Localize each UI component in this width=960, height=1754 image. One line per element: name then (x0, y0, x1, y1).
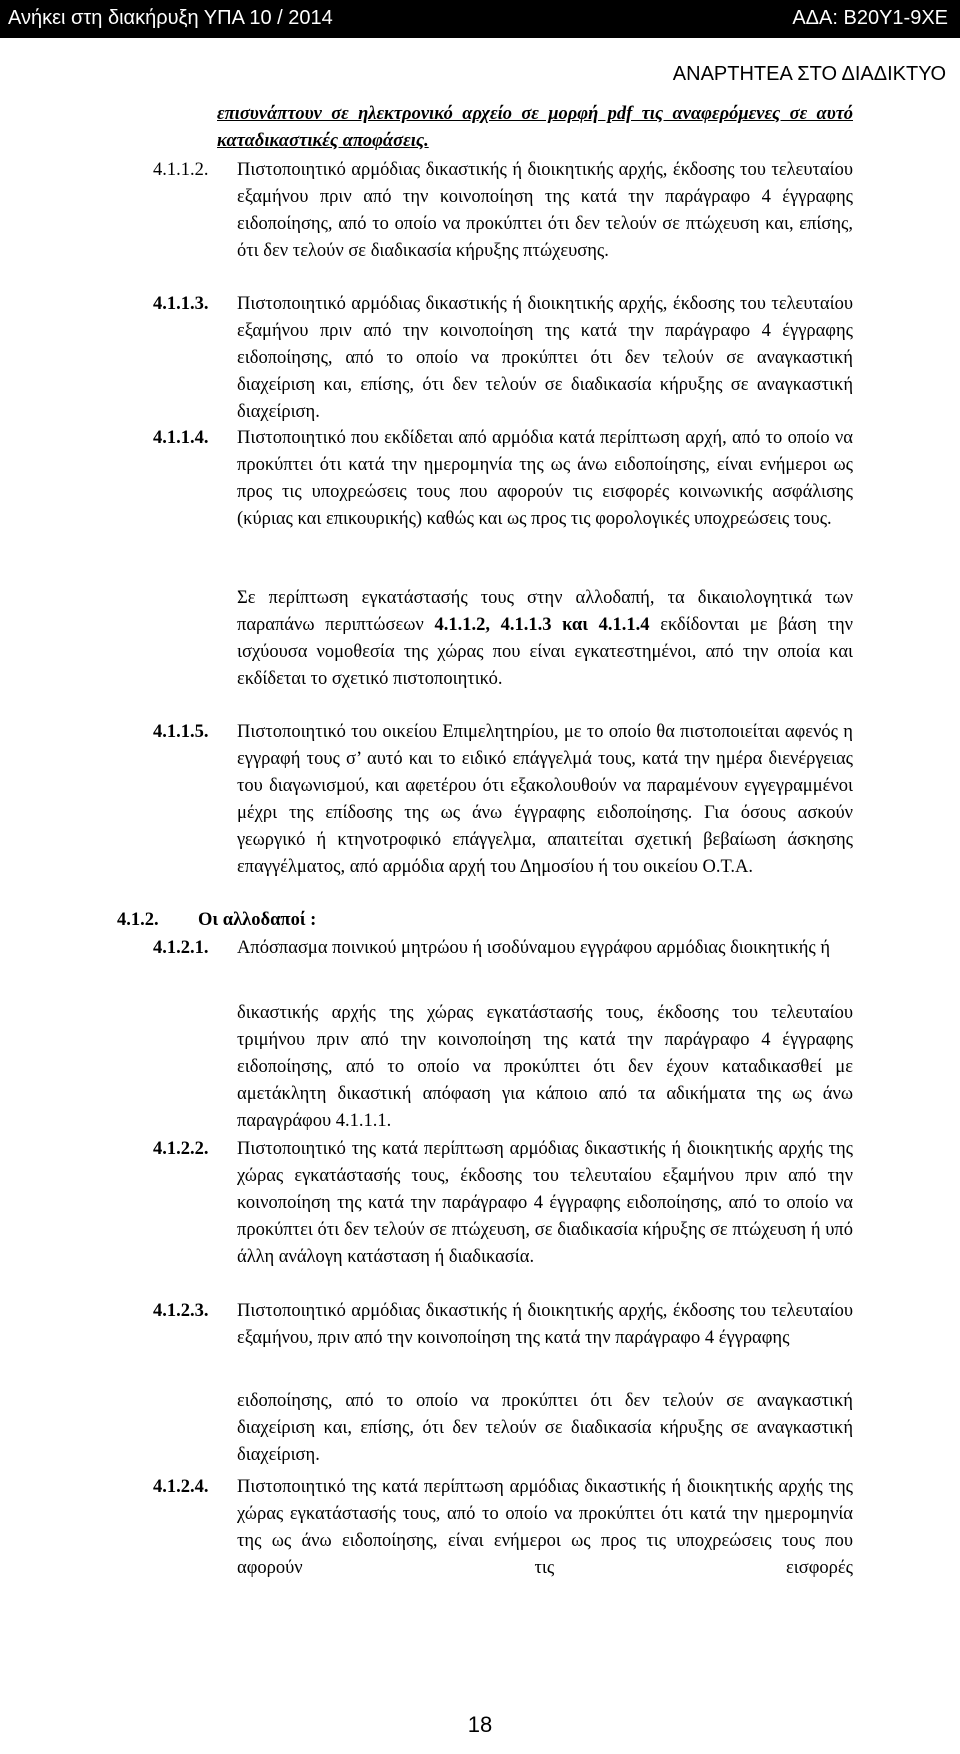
item-text: Πιστοποιητικό αρμόδιας δικαστικής ή διοικητικής αρχής, έκδοσης του τελευταίου εξαμήνου πριν από την κοινοποίηση της κατά την παράγραφο 4 έγγραφης ειδοποίησης, από το οποίο να προκύπτει ότι δεν τελούν σε πτώχευση και, επίσης, ότι δεν τελούν σε διαδικασία κήρυξης πτώχευσης. (237, 160, 853, 261)
header-left-text: Ανήκει στη διακήρυξη ΥΠΑ 10 / 2014 (8, 7, 333, 29)
item-text: Πιστοποιητικό αρμόδιας δικαστικής ή διοικητικής αρχής, έκδοσης του τελευταίου εξαμήνου πριν από την κοινοποίηση της κατά την παράγραφο 4 έγγραφης ειδοποίησης, από το οποίο να προκύπτει ότι δεν τελούν σε αναγκαστική διαχείριση και, επίσης, ότι δεν τελούν σε διαδικασία κήρυξης σε αναγκαστική διαχείριση. (237, 294, 853, 422)
section-title: Οι αλλοδαποί : (198, 910, 317, 930)
item-number: 4.1.1.2. (153, 160, 209, 180)
item-text: Πιστοποιητικό της κατά περίπτωση αρμόδιας δικαστικής ή διοικητικής αρχής της χώρας εγκατάστασής τους, από το οποίο να προκύπτει ότι κατά την ημερομηνία της ως άνω ειδοποίησης, είναι ενήμεροι ως προς τις υποχρεώσεις τους που αφορούν τις εισφορές (237, 1477, 853, 1578)
document-header-bar (0, 0, 960, 38)
item-number: 4.1.1.5. (153, 722, 209, 742)
section-number: 4.1.2. (117, 910, 159, 930)
item-text: Πιστοποιητικό που εκδίδεται από αρμόδια κατά περίπτωση αρχή, από το οποίο να προκύπτει ότι κατά την ημερομηνία της ως άνω ειδοποίησης, είναι ενήμεροι ως προς τις υποχρεώσεις τους που αφορούν τις εισφορές κοινωνικής ασφάλισης (κύριας και επικουρικής) καθώς και ως προς τις φορολογικές υποχρεώσεις τους. (237, 428, 853, 529)
item-text-continued: δικαστικής αρχής της χώρας εγκατάστασής τους, έκδοσης του τελευταίου τριμήνου πριν από την κοινοποίηση της κατά την παράγραφο 4 έγγραφης ειδοποίησης, από το οποίο να προκύπτει ότι δεν έχουν καταδικασθεί με αμετάκλητη δικαστική απόφαση για κάποιο από τα αδικήματα της ως άνω παραγράφου 4.1.1.1. (237, 1003, 853, 1131)
header-ada-code: ΑΔΑ: Β20Υ1-9ΧΕ (792, 7, 948, 29)
item-number: 4.1.2.1. (153, 938, 209, 958)
item-number: 4.1.1.3. (153, 294, 209, 314)
item-number: 4.1.1.4. (153, 428, 209, 448)
page-number: 18 (467, 1712, 493, 1737)
item-text: Πιστοποιητικό του οικείου Επιμελητηρίου, με το οποίο θα πιστοποιείται αφενός η εγγραφή τους σ’ αυτό και το ειδικό επάγγελμά τους, κατά την ημέρα διενέργειας του διαγωνισμού, και αφετέρου ότι εξακολουθούν να παραμένουν εγγεγραμμένοι μέχρι της επίδοσης της ως άνω έγγραφης ειδοποίησης. Για όσους ασκούν γεωργικό ή κτηνοτροφικό επάγγελμα, απαιτείται σχετική βεβαίωση άσκησης επαγγέλματος, από αρμόδια αρχή του Δημοσίου ή του οικείου Ο.Τ.Α. (237, 722, 853, 877)
header-publish-notice: ΑΝΑΡΤΗΤΕΑ ΣΤΟ ΔΙΑΔΙΚΤΥΟ (672, 63, 946, 85)
item-text: Πιστοποιητικό της κατά περίπτωση αρμόδιας δικαστικής ή διοικητικής αρχής της χώρας εγκατάστασής τους, έκδοσης του τελευταίου εξαμήνου πριν από την κοινοποίηση της κατά την παράγραφο 4 έγγραφης ειδοποίησης, από το οποίο να προκύπτει ότι δεν τελούν σε πτώχευση, σε διαδικασία κήρυξης σε πτώχευση ή υπό άλλη ανάλογη κατάσταση ή διαδικασία. (237, 1139, 853, 1267)
item-number: 4.1.2.2. (153, 1139, 209, 1159)
item-number: 4.1.2.4. (153, 1477, 209, 1497)
foreign-paragraph: Σε περίπτωση εγκατάστασής τους στην αλλοδαπή, τα δικαιολογητικά των παραπάνω περιπτώσεων 4.1.1.2, 4.1.1.3 και 4.1.1.4 εκδίδονται με βάση την ισχύουσα νομοθεσία της χώρας που είναι εγκατεστημένοι, από την οποία και εκδίδεται το σχετικό πιστοποιητικό. (237, 588, 853, 689)
item-text-continued: ειδοποίησης, από το οποίο να προκύπτει ότι δεν τελούν σε αναγκαστική διαχείριση και, επίσης, ότι δεν τελούν σε διαδικασία κήρυξης σε αναγκαστική διαχείριση. (237, 1391, 853, 1465)
foreign-paragraph-refs: 4.1.1.2, 4.1.1.3 και 4.1.1.4 (434, 615, 650, 635)
item-text: Πιστοποιητικό αρμόδιας δικαστικής ή διοικητικής αρχής, έκδοσης του τελευταίου εξαμήνου, πριν από την κοινοποίηση της κατά την παράγραφο 4 έγγραφης (237, 1301, 853, 1348)
document-subheader (0, 38, 960, 85)
intro-text: επισυνάπτουν σε ηλεκτρονικό αρχείο σε μορφή pdf τις αναφερόμενες σε αυτό καταδικαστικές αποφάσεις. (217, 104, 853, 151)
item-text: Απόσπασμα ποινικού μητρώου ή ισοδύναμου εγγράφου αρμόδιας διοικητικής ή (237, 938, 831, 958)
item-number: 4.1.2.3. (153, 1301, 209, 1321)
